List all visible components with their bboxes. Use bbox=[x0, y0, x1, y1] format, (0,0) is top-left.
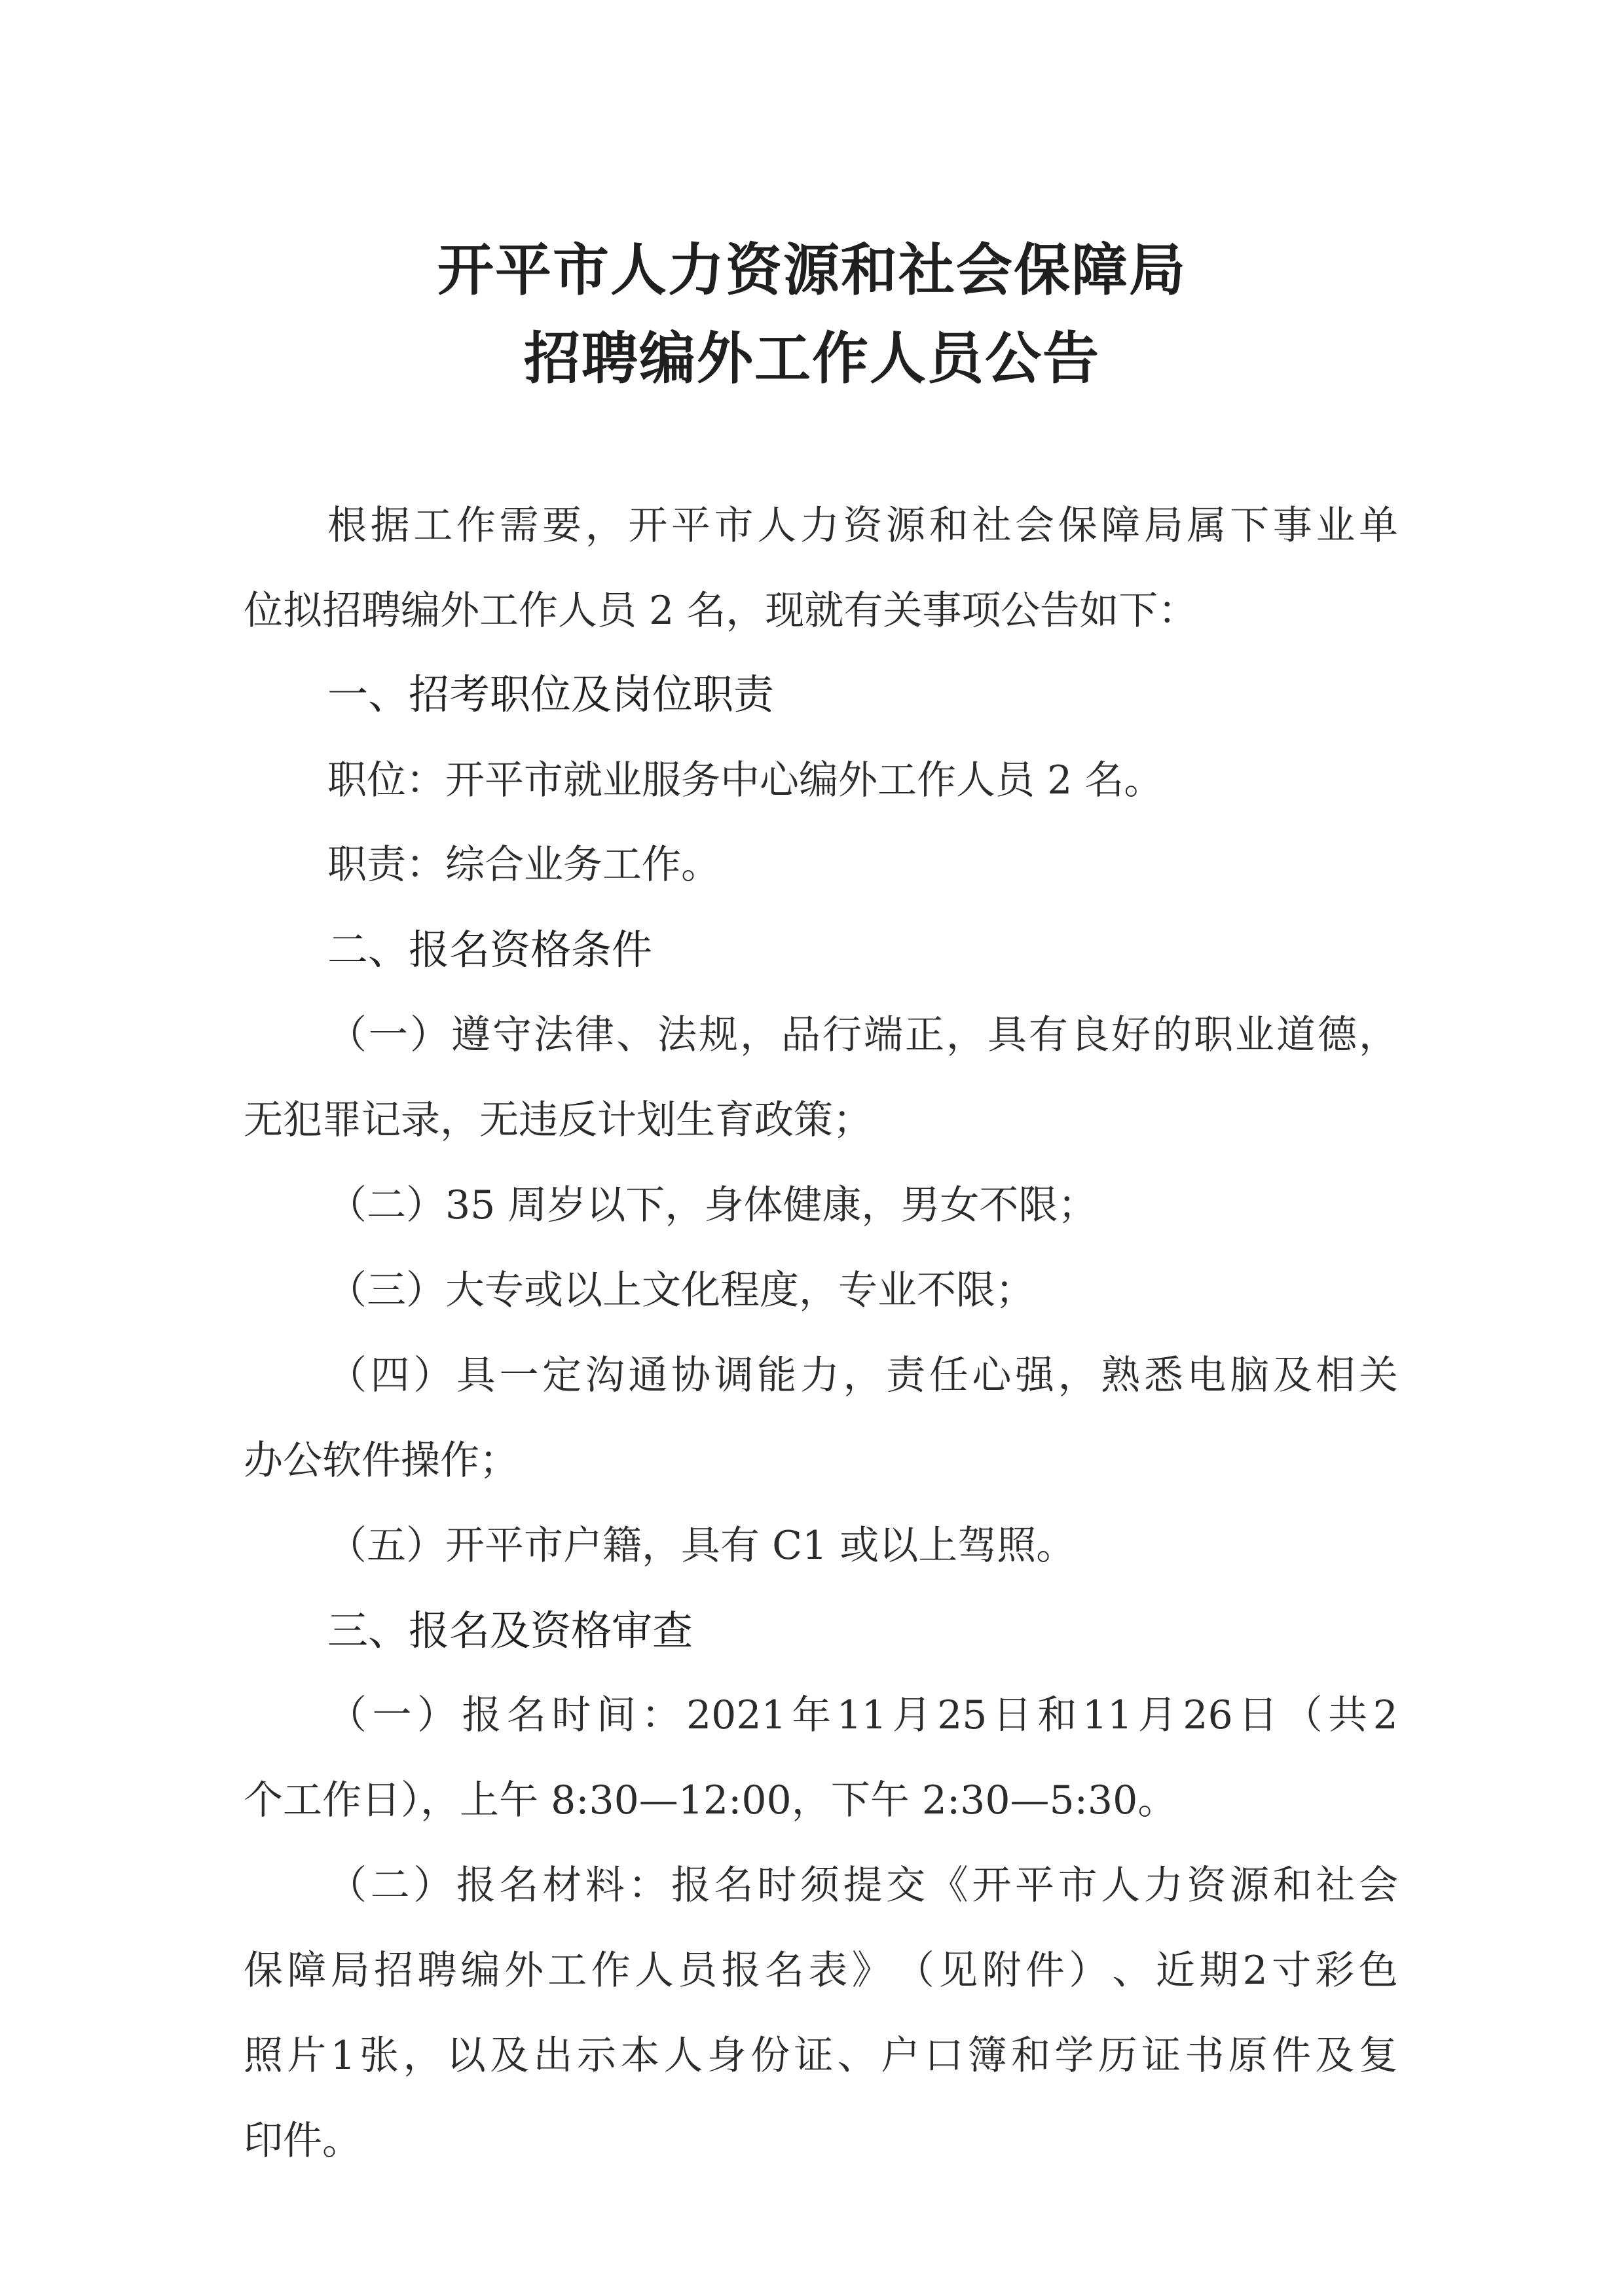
section3-item2-line1: （ 二 ） 报 名 材 料 ： 报 名 时 须 提 交 《 开 平 市 人 力 资 源 和 社 会 bbox=[327, 1863, 1398, 1908]
document-title-line1: 开平市人力资源和社会保障局 bbox=[437, 238, 1187, 303]
section3-heading: 三、报名及资格审查 bbox=[327, 1607, 693, 1654]
section2-item1-line2: 无犯罪记录，无违反计划生育政策； bbox=[244, 1097, 872, 1143]
intro-line1: 根 据 工 作 需 要 ， 开 平 市 人 力 资 源 和 社 会 保 障 局 属 下 事 业 单 bbox=[327, 503, 1398, 549]
section2-item3: （三）大专或以上文化程度，专业不限； bbox=[327, 1267, 1035, 1313]
section2-item2: （二）35 周岁以下，身体健康，男女不限； bbox=[327, 1182, 1098, 1228]
section2-item4-line1: （ 四 ） 具 一 定 沟 通 协 调 能 力 ， 责 任 心 强 ， 熟 悉 电 脑 及 相 关 bbox=[327, 1353, 1398, 1398]
section3-item1-line2: 个工作日），上午 8:30—12:00，下午 2:30—5:30。 bbox=[244, 1777, 1177, 1823]
section3-item2-line2: 保 障 局 招 聘 编 外 工 作 人 员 报 名 表 》 （ 见 附 件 ） 、 近 期 2 寸 彩 色 bbox=[244, 1948, 1398, 1994]
section2-item4-line2: 办公软件操作； bbox=[244, 1438, 519, 1484]
section1-position: 职位：开平市就业服务中心编外工作人员 2 名。 bbox=[327, 757, 1164, 803]
document-title-line2: 招聘编外工作人员公告 bbox=[524, 326, 1100, 392]
section2-item5: （五）开平市户籍，具有 C1 或以上驾照。 bbox=[327, 1523, 1076, 1569]
section3-item2-line3: 照 片 1 张 ， 以 及 出 示 本 人 身 份 证 、 户 口 簿 和 学 历 证 书 原 件 及 复 bbox=[244, 2033, 1398, 2079]
section3-item2-line4: 印件。 bbox=[244, 2118, 361, 2164]
section1-heading: 一、招考职位及岗位职责 bbox=[327, 670, 775, 718]
section2-item1-line1: （ 一 ） 遵 守 法 律 、 法 规 ， 品 行 端 正 ， 具 有 良 好 的 职 业 道 德 ， bbox=[327, 1012, 1398, 1058]
intro-line2: 位拟招聘编外工作人员 2 名，现就有关事项公告如下： bbox=[244, 588, 1198, 634]
section1-duty: 职责：综合业务工作。 bbox=[327, 842, 720, 888]
section2-heading: 二、报名资格条件 bbox=[327, 926, 653, 974]
section3-item1-line1: （ 一 ） 报 名 时 间 ： 2021 年 11 月 25 日 和 11 月 26 日 （ 共 2 bbox=[327, 1692, 1398, 1738]
